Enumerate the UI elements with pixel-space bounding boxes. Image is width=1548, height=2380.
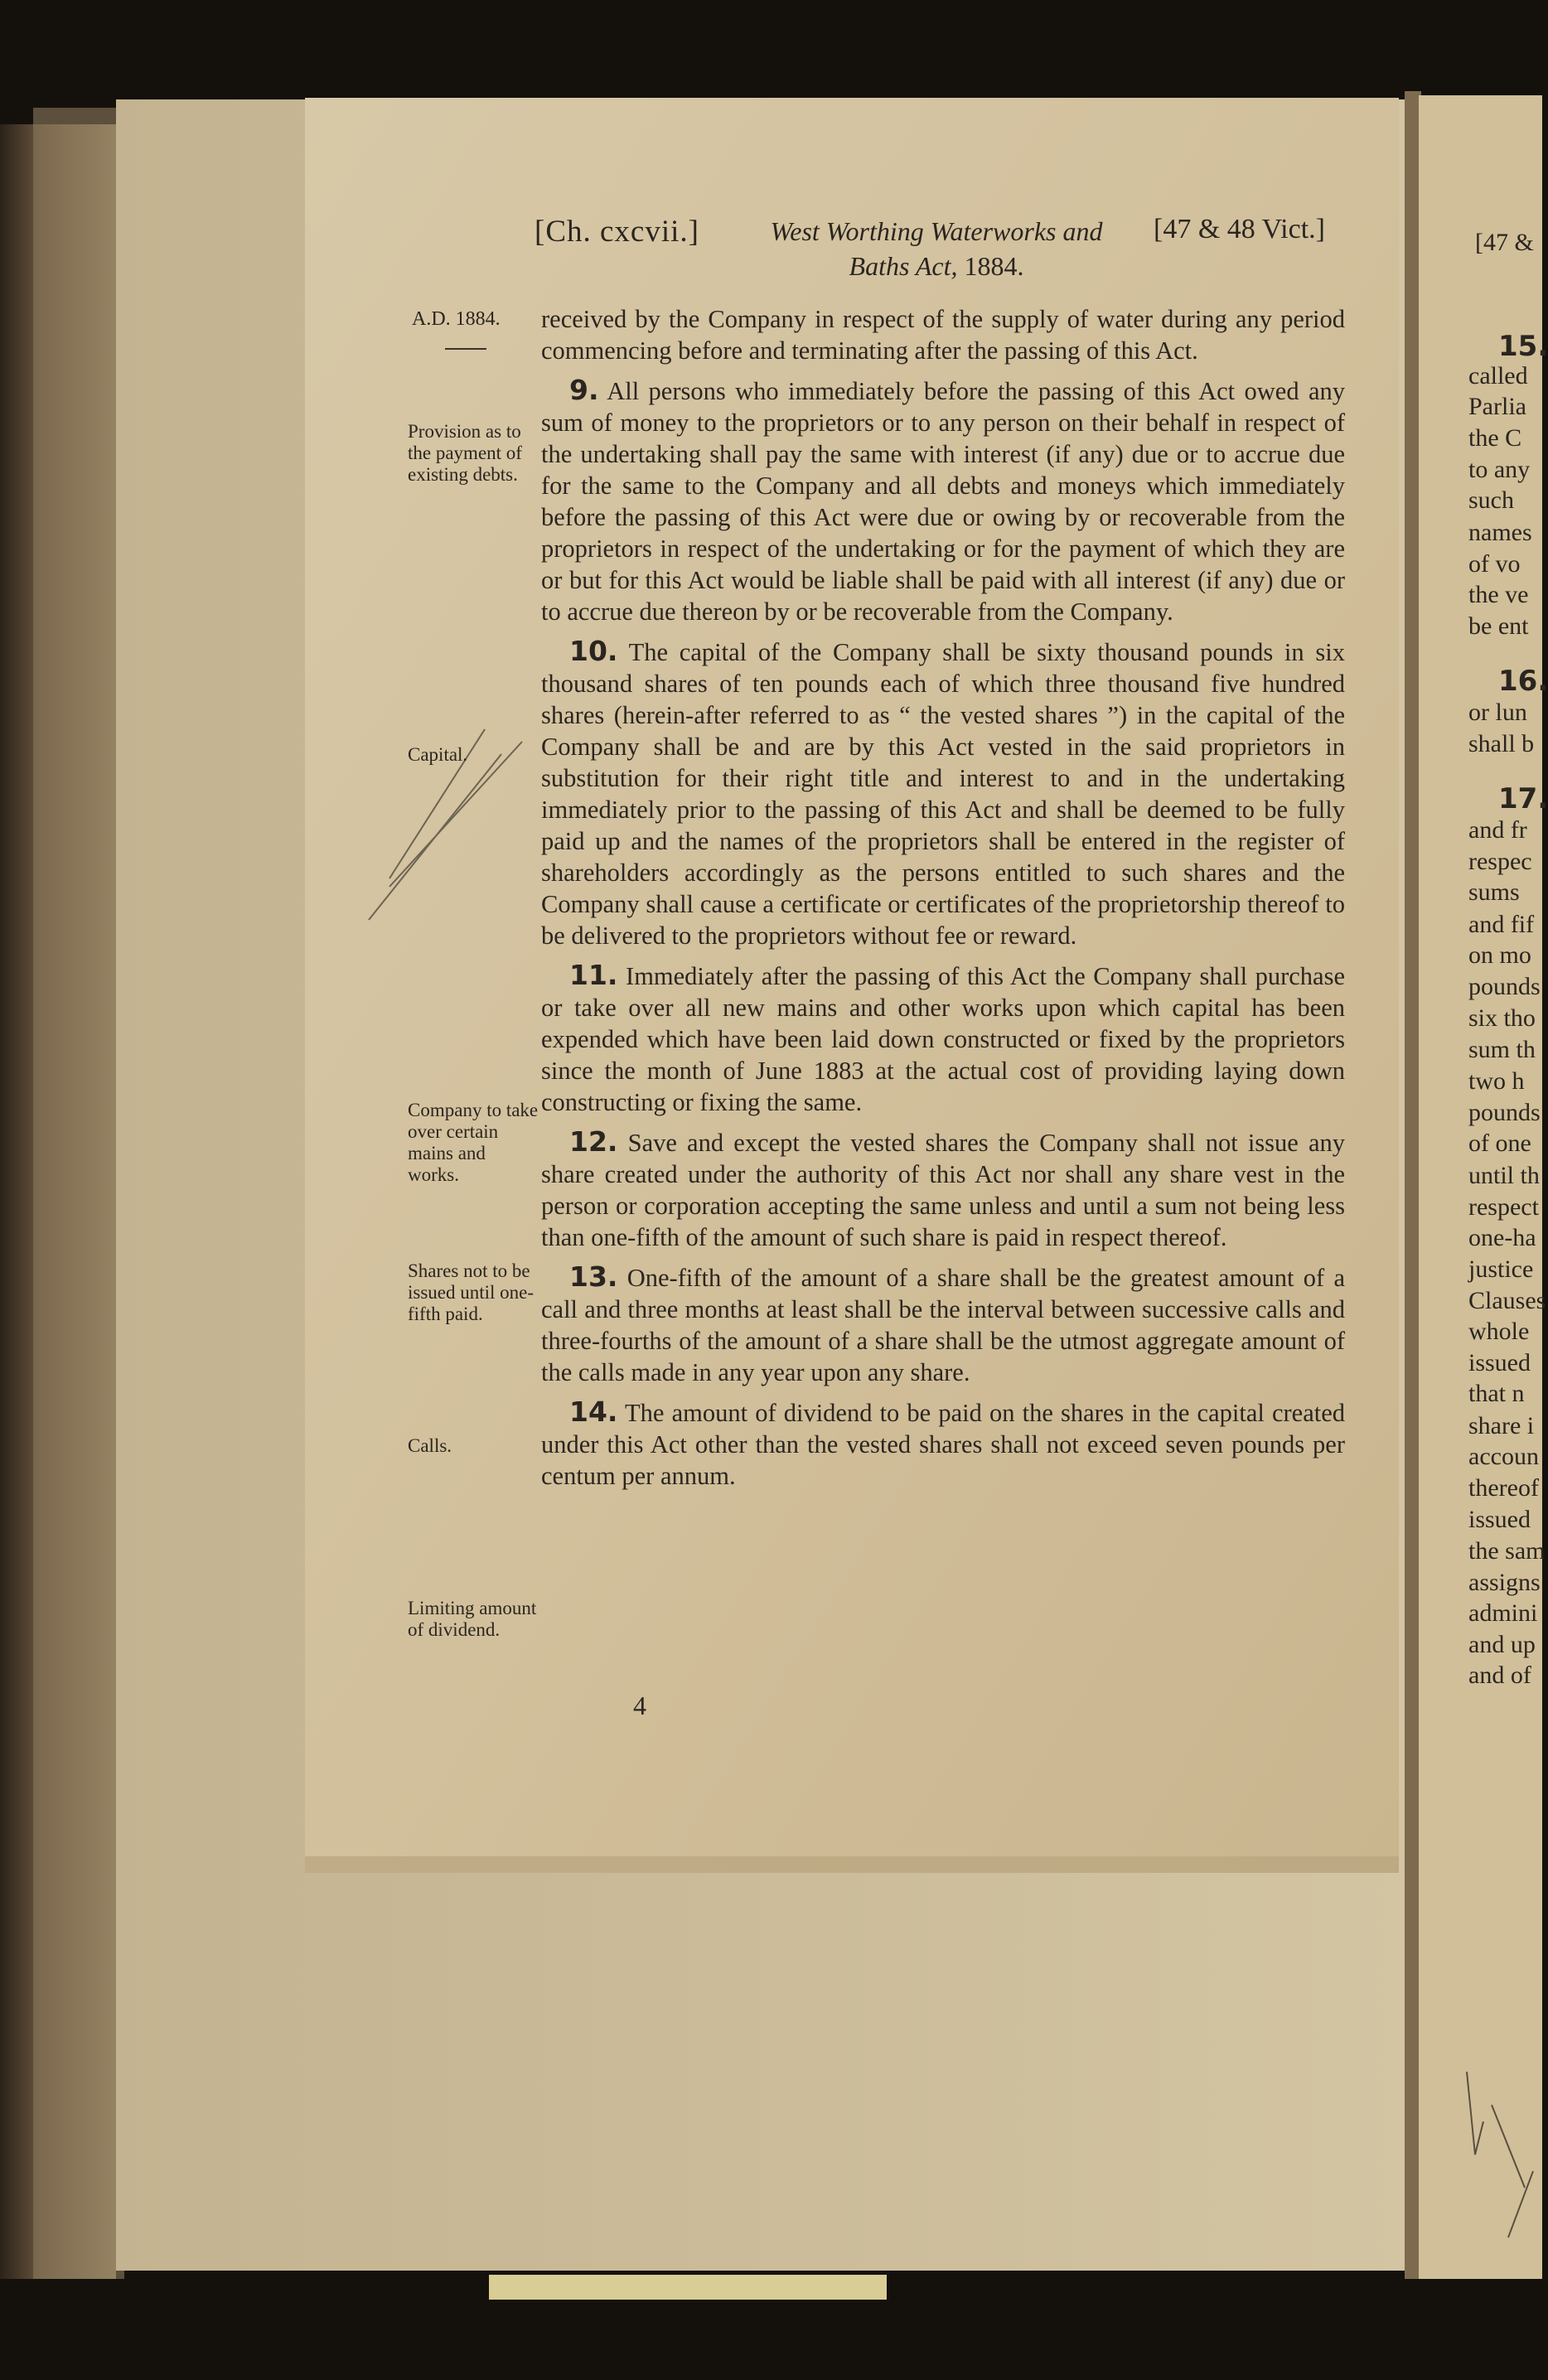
right-page-line: issued <box>1468 1506 1531 1533</box>
right-page-line: on mo <box>1468 941 1531 969</box>
section-number: 14. <box>569 1396 618 1428</box>
body-text <box>541 303 1345 1500</box>
right-page-section-number: 17. <box>1498 782 1548 815</box>
section-9 <box>541 375 1345 627</box>
regnal-year: [47 & 48 Vict.] <box>1154 214 1325 244</box>
paragraph-continuation <box>541 303 1345 366</box>
margin-note-calls: Calls. <box>408 1435 452 1456</box>
right-page-line: admini <box>1468 1599 1538 1627</box>
right-page-line: thereof <box>1468 1474 1539 1502</box>
section-number: 13. <box>569 1260 618 1293</box>
right-page-line: that n <box>1468 1380 1525 1407</box>
right-page-line: such <box>1468 486 1514 514</box>
right-page-line: sums <box>1468 878 1520 906</box>
act-title-line-1: West Worthing Waterworks and <box>770 216 1103 246</box>
right-page-section-number: 15. <box>1498 330 1548 363</box>
section-text: Save and except the vested shares the Company shall not issue any share created under the authority of this Act nor shall any share vest in the person or corporation accepting the same unless and until a sum not being less than one-fifth of the amount of such share is paid in respect thereof. <box>541 1129 1346 1251</box>
margin-note-debts: Provision as to the payment of existing debts. <box>408 421 522 485</box>
section-text: The capital of the Company shall be sixty thousand pounds in six thousand shares of ten pounds each of which three thousand five hundred shares (herein-after referred to as “ the vested shares ”) in the capital of the Company shall be and are by this Act vested in the said proprietors in substitution for their right title and interest to and in the undertaking immediately prior to the passing of this Act and shall be deemed to be fully paid up and the names of the proprietors shall be entered in the register of shareholders accordingly as the persons entitled to such shares and the Company shall cause a certificate or certificates of the proprietorship thereof to be delivered to the proprietors without fee or reward. <box>541 638 1345 950</box>
right-page-line: and of <box>1468 1662 1531 1689</box>
right-page-line: the sam <box>1468 1537 1546 1565</box>
right-page-line: sum th <box>1468 1036 1536 1063</box>
right-page-line: to any <box>1468 456 1531 483</box>
act-title-year: 1884. <box>964 251 1024 281</box>
right-page-line: assigns <box>1468 1569 1541 1596</box>
right-page-line: Parlia <box>1468 393 1526 420</box>
paragraph-text: received by the Company in respect of the supply of water during any period commencing before and terminating after the passing of this Act. <box>541 305 1345 365</box>
right-page-line: share i <box>1468 1412 1535 1439</box>
right-page-line: shall b <box>1468 730 1535 757</box>
right-page-section-number: 16. <box>1498 665 1548 698</box>
right-page-line: of one <box>1468 1130 1531 1157</box>
section-text: Immediately after the passing of this Act the Company shall purchase or take over all new mains and other works upon which capital has been expended which have been laid down constructed or fixed by the proprietors since the month of June 1883 at the actual cost of providing laying down constructing or fixing the same. <box>541 962 1346 1116</box>
act-title <box>729 214 1144 283</box>
right-page-line: Clauses <box>1468 1287 1546 1314</box>
bottom-tab <box>489 2275 887 2300</box>
right-page-line: until th <box>1468 1162 1540 1189</box>
right-page-line: respec <box>1468 848 1532 875</box>
margin-note-capital: Capital. <box>408 744 468 765</box>
right-page-line: respect <box>1468 1193 1539 1221</box>
right-page-line: accoun <box>1468 1443 1539 1470</box>
right-page-line: and up <box>1468 1631 1536 1658</box>
right-page-line: of vo <box>1468 550 1521 578</box>
right-page-line: six tho <box>1468 1004 1536 1032</box>
section-12 <box>541 1126 1345 1253</box>
act-title-name: Baths Act, <box>849 251 958 281</box>
right-page-line: pounds <box>1468 1099 1541 1126</box>
section-14 <box>541 1396 1345 1492</box>
section-text: One-fifth of the amount of a share shall be the greatest amount of a call and three months at least shall be the interval between successive calls and three-fourths of the amount of a share shall be the utmost aggregate amount of the calls made in any year upon any share. <box>541 1264 1345 1386</box>
section-10 <box>541 636 1345 951</box>
right-page-line: called <box>1468 362 1528 389</box>
section-number: 9. <box>569 374 599 406</box>
year-rule <box>445 348 486 350</box>
right-page-line: and fif <box>1468 911 1535 938</box>
right-page-line: the ve <box>1468 581 1529 608</box>
section-13 <box>541 1261 1345 1388</box>
right-page-line: and fr <box>1468 816 1527 844</box>
margin-note-mains: Company to take over certain mains and works. <box>408 1100 539 1185</box>
right-page-line: issued <box>1468 1349 1531 1376</box>
section-11 <box>541 960 1345 1118</box>
right-page-line: two h <box>1468 1067 1525 1095</box>
folio-number: 4 <box>633 1691 646 1720</box>
act-title-line-2 <box>729 249 1144 283</box>
section-text: The amount of dividend to be paid on the shares in the capital created under this Act other than the vested shares shall not exceed seven pounds per centum per annum. <box>541 1399 1345 1490</box>
right-page-line: or lun <box>1468 699 1527 726</box>
year-label: A.D. 1884. <box>412 308 501 330</box>
right-page-line: one-ha <box>1468 1224 1536 1251</box>
margin-note-dividend: Limiting amount of dividend. <box>408 1598 537 1640</box>
chapter-label: [Ch. cxcvii.] <box>535 215 699 249</box>
section-number: 12. <box>569 1125 618 1158</box>
right-page-line: names <box>1468 519 1532 546</box>
right-page-line: justice <box>1468 1255 1534 1283</box>
right-page-line: the C <box>1468 424 1522 452</box>
section-text: All persons who immediately before the passing of this Act owed any sum of money to the proprietors or to any person on their behalf in respect of the undertaking shall pay the same with interest (if any) due or to accrue due for the same to the Company and all debts and moneys which immediately before the passing of this Act were due or owing by or recoverable from the proprietors in respect of the undertaking or for the payment of which they are or but for this Act would be liable shall be paid with all interest (if any) due or to accrue due thereon by or be recoverable from the Company. <box>541 377 1346 626</box>
margin-note-shares: Shares not to be issued until one-fifth paid. <box>408 1260 535 1324</box>
right-page-line: whole <box>1468 1318 1530 1345</box>
right-page-line: pounds <box>1468 973 1541 1000</box>
section-number: 10. <box>569 635 618 667</box>
right-page-line: be ent <box>1468 612 1529 640</box>
right-page-header: [47 & <box>1475 229 1534 256</box>
section-number: 11. <box>569 959 618 991</box>
